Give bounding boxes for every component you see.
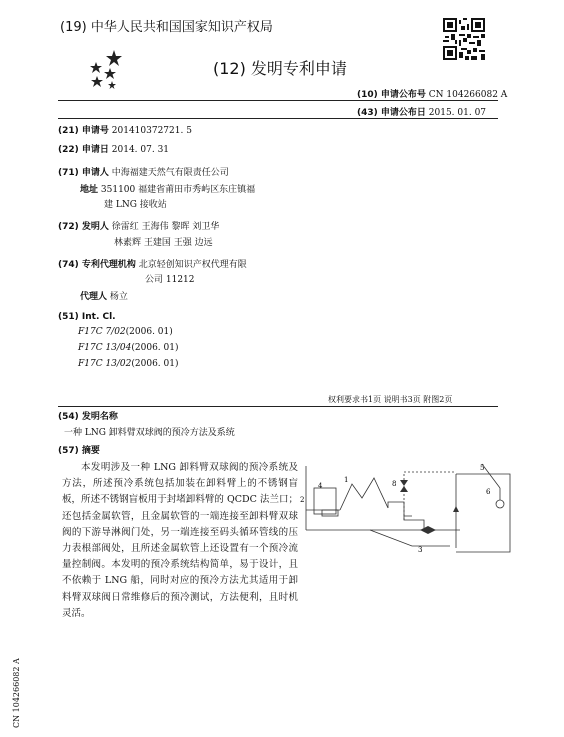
header-divider-lower	[58, 118, 498, 119]
pressure-gauge	[496, 500, 504, 508]
publication-number-label: (10) 申请公布号	[357, 90, 426, 100]
patent-agency-line-2: 公司 11212	[145, 275, 195, 285]
ipc-entry	[78, 341, 179, 355]
valve-icon	[428, 526, 436, 534]
figure-label-5: 5	[480, 464, 485, 472]
ipc-code: F17C 7/02	[78, 327, 126, 337]
flow-control-valve-icon	[400, 480, 408, 486]
issuing-authority: (19) 中华人民共和国国家知识产权局	[60, 20, 273, 35]
figure-label-8: 8	[392, 480, 397, 488]
figure-label-6: 6	[486, 488, 491, 496]
qr-code-icon	[443, 18, 485, 60]
inventors	[58, 220, 219, 234]
ipc-entry	[78, 325, 173, 339]
arrow-icon	[453, 506, 459, 512]
header-divider	[58, 100, 498, 101]
ipc-date: (2006. 01)	[131, 343, 179, 353]
publication-number	[357, 87, 507, 100]
agent-value: 杨立	[109, 292, 128, 302]
application-number-value: 201410372721. 5	[111, 126, 192, 136]
figure-label-1: 1	[344, 476, 349, 484]
figure-label-2: 2	[300, 496, 305, 504]
metal-hose	[404, 516, 424, 530]
address-line-2: 建 LNG 接收站	[104, 200, 167, 210]
publication-number-value: CN 104266082 A	[428, 90, 508, 100]
intcl-heading: (51) Int. Cl.	[58, 312, 116, 322]
applicant-label: (71) 申请人	[58, 168, 109, 178]
ipc-code: F17C 13/04	[78, 343, 132, 353]
figure-label-4: 4	[318, 482, 323, 490]
address-line-1: 351100 福建省莆田市秀屿区东庄镇福	[100, 185, 256, 195]
patent-agency-line-1: 北京轻创知识产权代理有限	[138, 260, 247, 270]
address-label: 地址	[80, 185, 99, 195]
applicant-value: 中海福建天然气有限责任公司	[111, 168, 229, 178]
inventors-line-1: 徐雷红 王海伟 黎晖 刘卫华	[111, 222, 220, 232]
invention-title-heading: (54) 发明名称	[58, 412, 118, 422]
filing-date-value: 2014. 07. 31	[111, 145, 170, 155]
abstract-heading: (57) 摘要	[58, 446, 100, 456]
pipe-line	[388, 502, 412, 516]
inventors-line-2: 林素辉 王建国 王强 边远	[114, 238, 213, 248]
section-divider	[58, 406, 498, 407]
agent-label: 代理人	[80, 292, 108, 302]
side-publication-number: CN 104266082 A	[12, 658, 21, 728]
pipe-line	[404, 472, 456, 520]
publication-date-value: 2015. 01. 07	[428, 108, 487, 118]
figure-label-3: 3	[418, 546, 423, 554]
patent-agency	[58, 258, 247, 272]
publication-date	[357, 105, 486, 118]
pipe-line	[482, 464, 500, 488]
ipc-date: (2006. 01)	[125, 327, 173, 337]
invention-title: 一种 LNG 卸料臂双球阀的预冷方法及系统	[64, 428, 235, 438]
abstract-body: 本发明涉及一种 LNG 卸料臂双球阀的预冷系统及方法，所述预冷系统包括加装在卸料臂上的不锈钢盲板，所述不锈钢盲板用于封堵卸料臂的 QCDC 法兰口；还包括金属软管，且金属软管的一端连接至卸料臂双球阀的下游导淋阀门处，另一端连接至码头循环管线的压力表根部阀处，且所述金属软管上还设置有一个预冷流量控制阀。本发明的预冷系统结构简单，易于设计，且不依赖于 LNG 船，同时对应的预冷方法尤其适用于卸料臂双球阀日常维修后的预冷测试，方法便利，且时机灵活。	[62, 462, 298, 619]
application-number-label: (21) 申请号	[58, 126, 109, 136]
address	[80, 183, 255, 197]
filing-date-label: (22) 申请日	[58, 145, 109, 155]
ipc-entry	[78, 357, 179, 371]
intcl-label	[58, 310, 116, 324]
national-emblem-icon	[86, 48, 124, 92]
application-number	[58, 124, 192, 138]
abstract-label	[58, 444, 100, 458]
publication-date-label: (43) 申请公布日	[357, 108, 426, 118]
inventors-label: (72) 发明人	[58, 222, 109, 232]
pipe-line	[370, 530, 450, 546]
flow-control-valve-icon	[400, 486, 408, 492]
ipc-code: F17C 13/02	[78, 359, 132, 369]
page-count-info: 权利要求书1页 说明书3页 附图2页	[328, 395, 453, 404]
filing-date	[58, 143, 169, 157]
pipe-line	[456, 474, 510, 552]
ipc-date: (2006. 01)	[131, 359, 179, 369]
document-type: (12) 发明专利申请	[213, 59, 347, 78]
system-diagram	[300, 448, 522, 564]
applicant	[58, 166, 229, 180]
patent-agency-label: (74) 专利代理机构	[58, 260, 136, 270]
invention-title-label	[58, 410, 118, 424]
agent	[80, 290, 128, 304]
